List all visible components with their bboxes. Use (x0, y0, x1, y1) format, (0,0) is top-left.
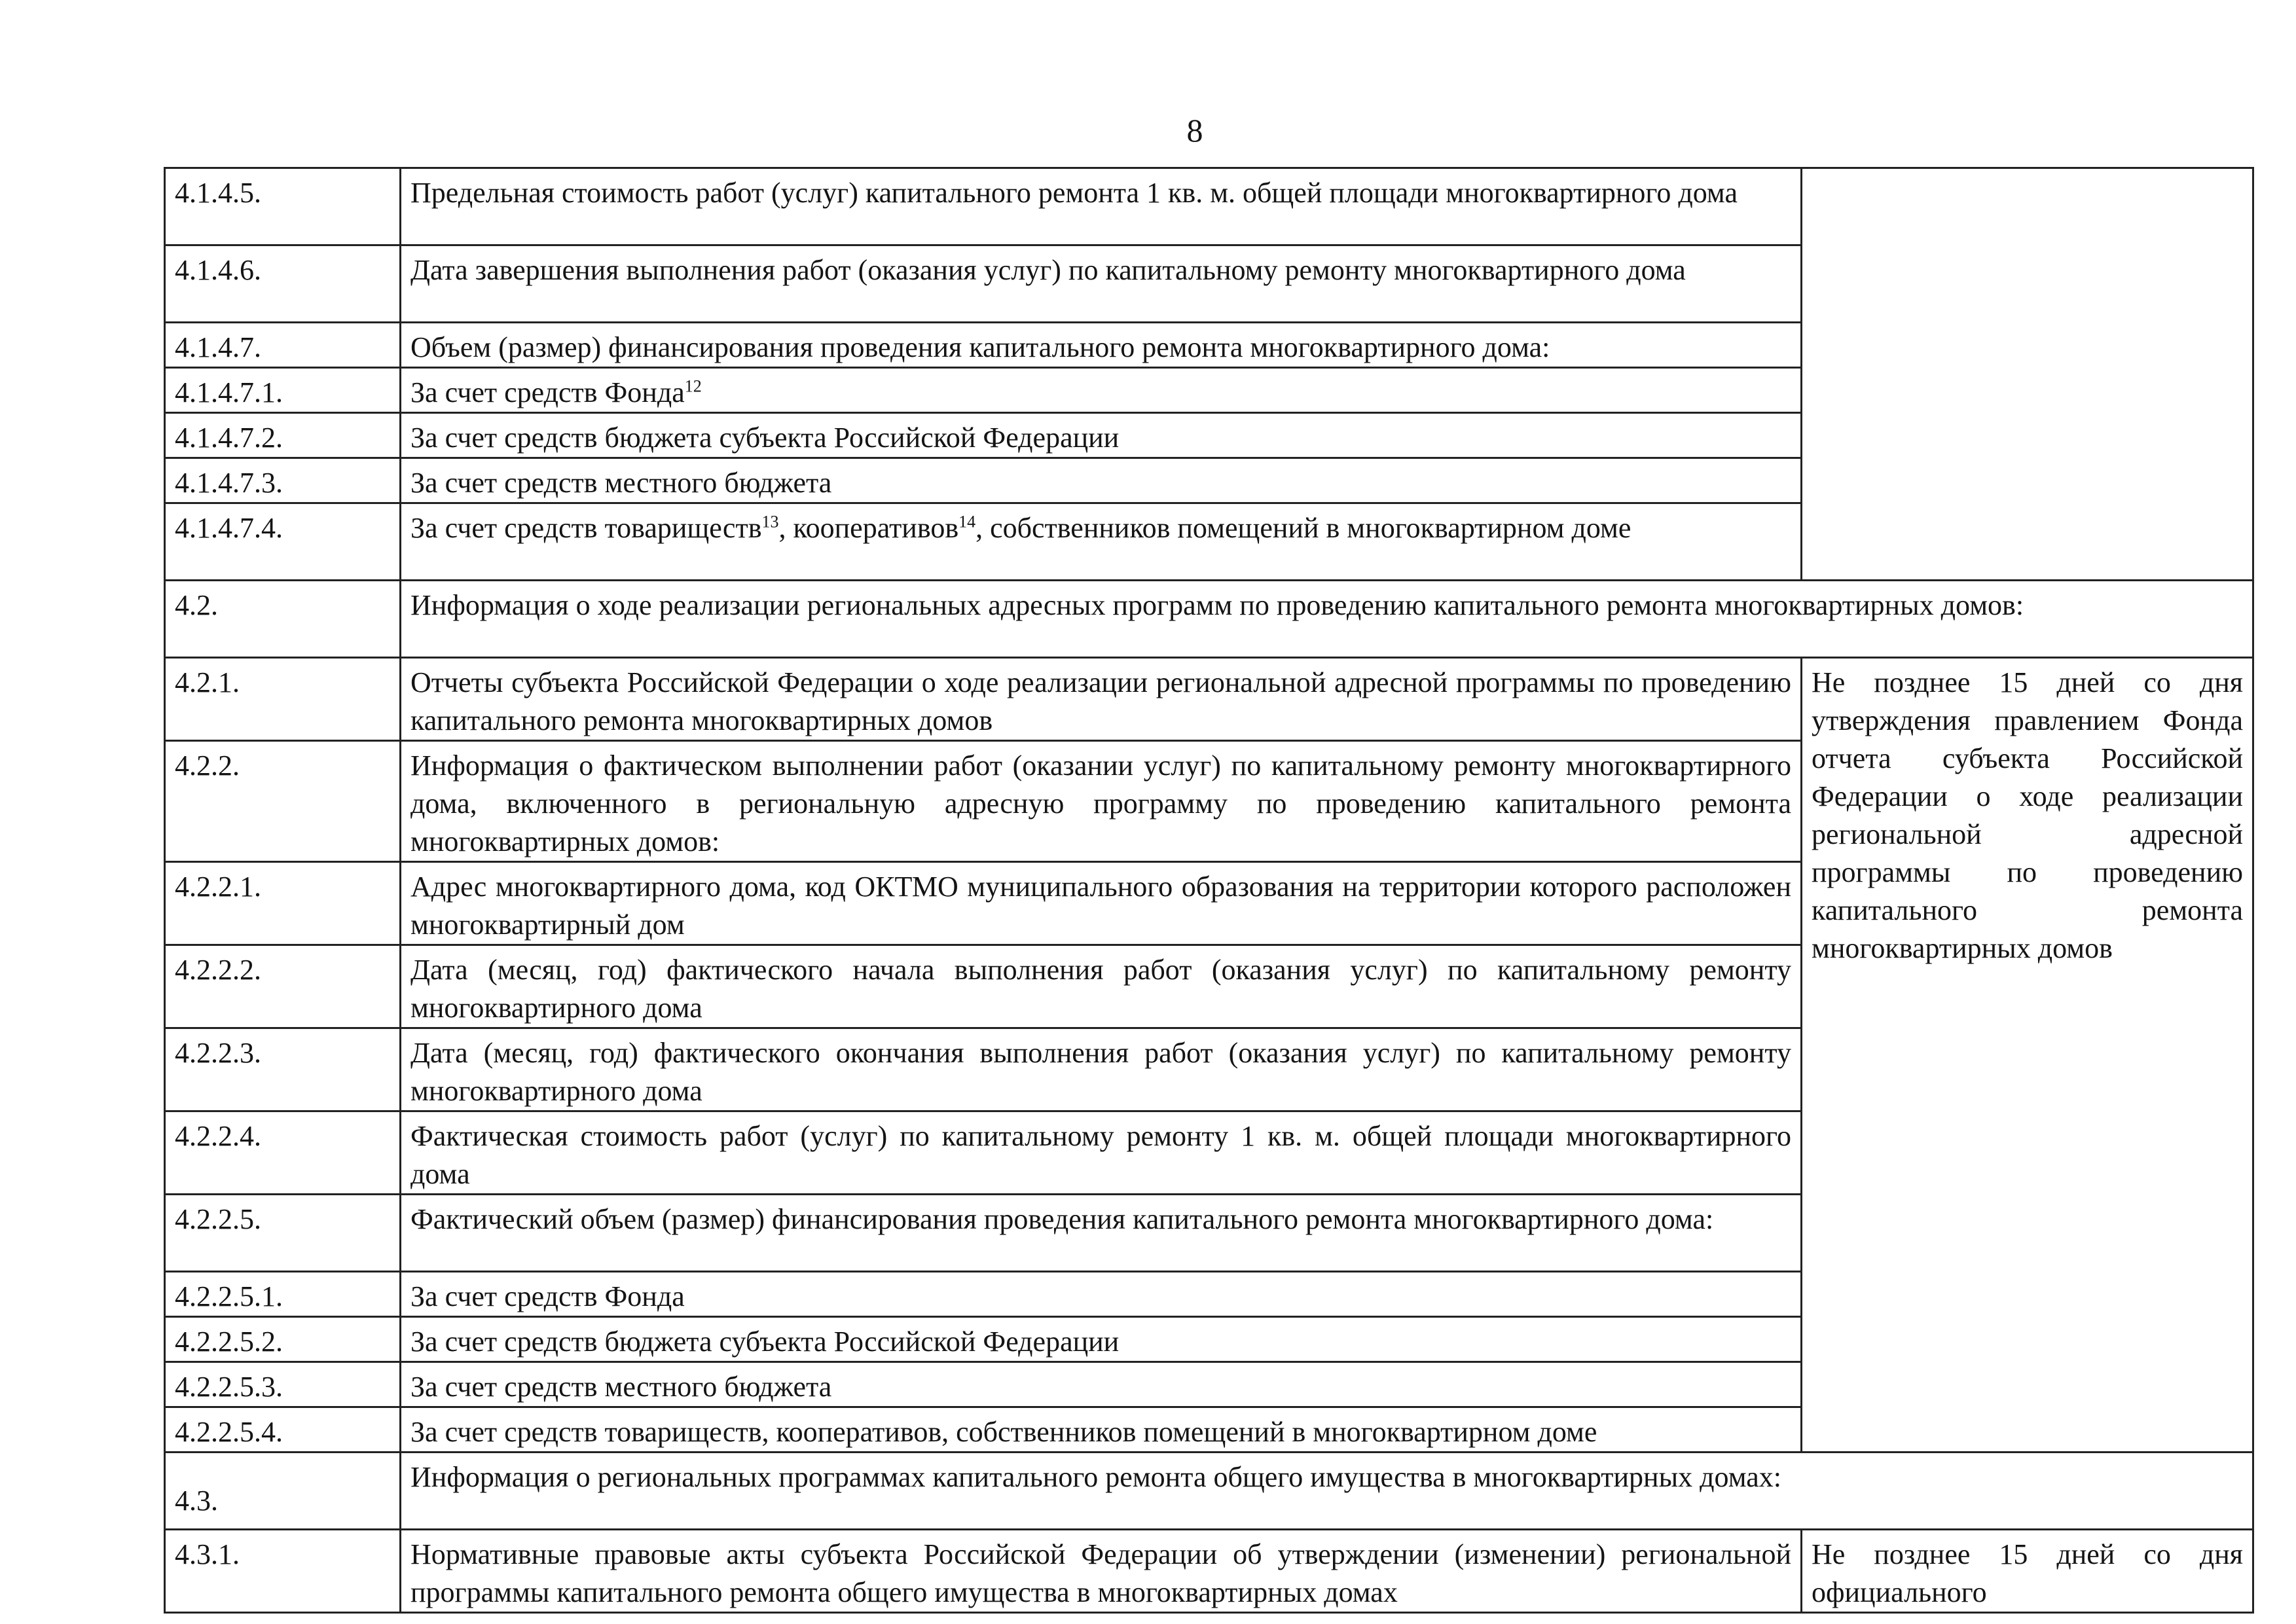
row-text: Фактический объем (размер) финансирования проведения капитального ремонта многоквартирного дома: (401, 1195, 1802, 1272)
row-text: Отчеты субъекта Российской Федерации о ходе реализации региональной адресной программы по проведению капитального ремонта многоквартирных домов (401, 658, 1802, 741)
row-number: 4.2.2.4. (165, 1111, 401, 1195)
section-heading: Информация о ходе реализации региональных адресных программ по проведению капитального ремонта многоквартирных домов: (401, 581, 2253, 658)
row-text-part: , кооперативов (778, 512, 959, 544)
row-number: 4.2.2.1. (165, 862, 401, 945)
row-text: Адрес многоквартирного дома, код ОКТМО муниципального образования на территории которого расположен многоквартирный дом (401, 862, 1802, 945)
row-text: За счет средств бюджета субъекта Российской Федерации (401, 1317, 1802, 1362)
row-number: 4.2.2.5.2. (165, 1317, 401, 1362)
row-number: 4.1.4.7.2. (165, 413, 401, 458)
row-number: 4.2.2.5. (165, 1195, 401, 1272)
deadline-cell: Не позднее 15 дней со дня утверждения правлением Фонда отчета субъекта Российской Федерации о ходе реализации региональной адресной программы по проведению капитального ремонта многоквартирных домов (1802, 658, 2253, 1453)
row-number: 4.2.2.5.3. (165, 1362, 401, 1407)
row-text: За счет средств бюджета субъекта Российской Федерации (401, 413, 1802, 458)
row-text: Объем (размер) финансирования проведения капитального ремонта многоквартирного дома: (401, 323, 1802, 368)
footnote-marker: 12 (684, 376, 702, 396)
section-heading: Информация о региональных программах капитального ремонта общего имущества в многоквартирных домах: (401, 1453, 2253, 1530)
row-text: Дата (месяц, год) фактического начала выполнения работ (оказания услуг) по капитальному ремонту многоквартирного дома (401, 945, 1802, 1028)
row-text (401, 368, 1802, 413)
table-row (165, 658, 2253, 741)
row-text: За счет средств товариществ, кооперативов, собственников помещений в многоквартирном доме (401, 1407, 1802, 1453)
row-text: За счет средств местного бюджета (401, 1362, 1802, 1407)
section-row (165, 581, 2253, 658)
row-number: 4.2.2. (165, 741, 401, 862)
row-number: 4.2.2.5.4. (165, 1407, 401, 1453)
row-text: Дата завершения выполнения работ (оказания услуг) по капитальному ремонту многоквартирного дома (401, 245, 1802, 323)
row-text: Предельная стоимость работ (услуг) капитального ремонта 1 кв. м. общей площади многоквартирного дома (401, 168, 1802, 245)
row-text: Нормативные правовые акты субъекта Российской Федерации об утверждении (изменении) региональной программы капитального ремонта общего имущества в многоквартирных домах (401, 1530, 1802, 1613)
row-text: Фактическая стоимость работ (услуг) по капитальному ремонту 1 кв. м. общей площади многоквартирного дома (401, 1111, 1802, 1195)
row-text-main: За счет средств Фонда (410, 376, 685, 408)
row-text (401, 503, 1802, 581)
row-text: За счет средств Фонда (401, 1272, 1802, 1317)
row-number: 4.2.2.5.1. (165, 1272, 401, 1317)
table-row (165, 1530, 2253, 1613)
row-number: 4.3.1. (165, 1530, 401, 1613)
row-text: За счет средств местного бюджета (401, 458, 1802, 503)
section-row (165, 1453, 2253, 1530)
table-row (165, 168, 2253, 245)
row-text: Дата (месяц, год) фактического окончания выполнения работ (оказания услуг) по капитальному ремонту многоквартирного дома (401, 1028, 1802, 1111)
row-number: 4.1.4.7.1. (165, 368, 401, 413)
page-number: 8 (1186, 112, 1203, 149)
row-number: 4.1.4.7.3. (165, 458, 401, 503)
row-text-part: За счет средств товариществ (410, 512, 762, 544)
row-text-part: , собственников помещений в многоквартирном доме (975, 512, 1631, 544)
footnote-marker: 13 (761, 512, 779, 532)
row-number: 4.1.4.7. (165, 323, 401, 368)
row-number: 4.2.2.3. (165, 1028, 401, 1111)
row-number: 4.1.4.6. (165, 245, 401, 323)
deadline-cell-empty (1802, 168, 2253, 581)
row-number: 4.2.2.2. (165, 945, 401, 1028)
row-number: 4.1.4.7.4. (165, 503, 401, 581)
row-number: 4.1.4.5. (165, 168, 401, 245)
footnote-marker: 14 (958, 512, 976, 532)
row-text: Информация о фактическом выполнении работ (оказании услуг) по капитальному ремонту многоквартирного дома, включенного в региональную адресную программу по проведению капитального ремонта многоквартирных домов: (401, 741, 1802, 862)
row-number: 4.2. (165, 581, 401, 658)
requirements-table (164, 167, 2254, 1614)
row-number: 4.2.1. (165, 658, 401, 741)
deadline-cell: Не позднее 15 дней со дня официального (1802, 1530, 2253, 1613)
row-number: 4.3. (165, 1453, 401, 1530)
